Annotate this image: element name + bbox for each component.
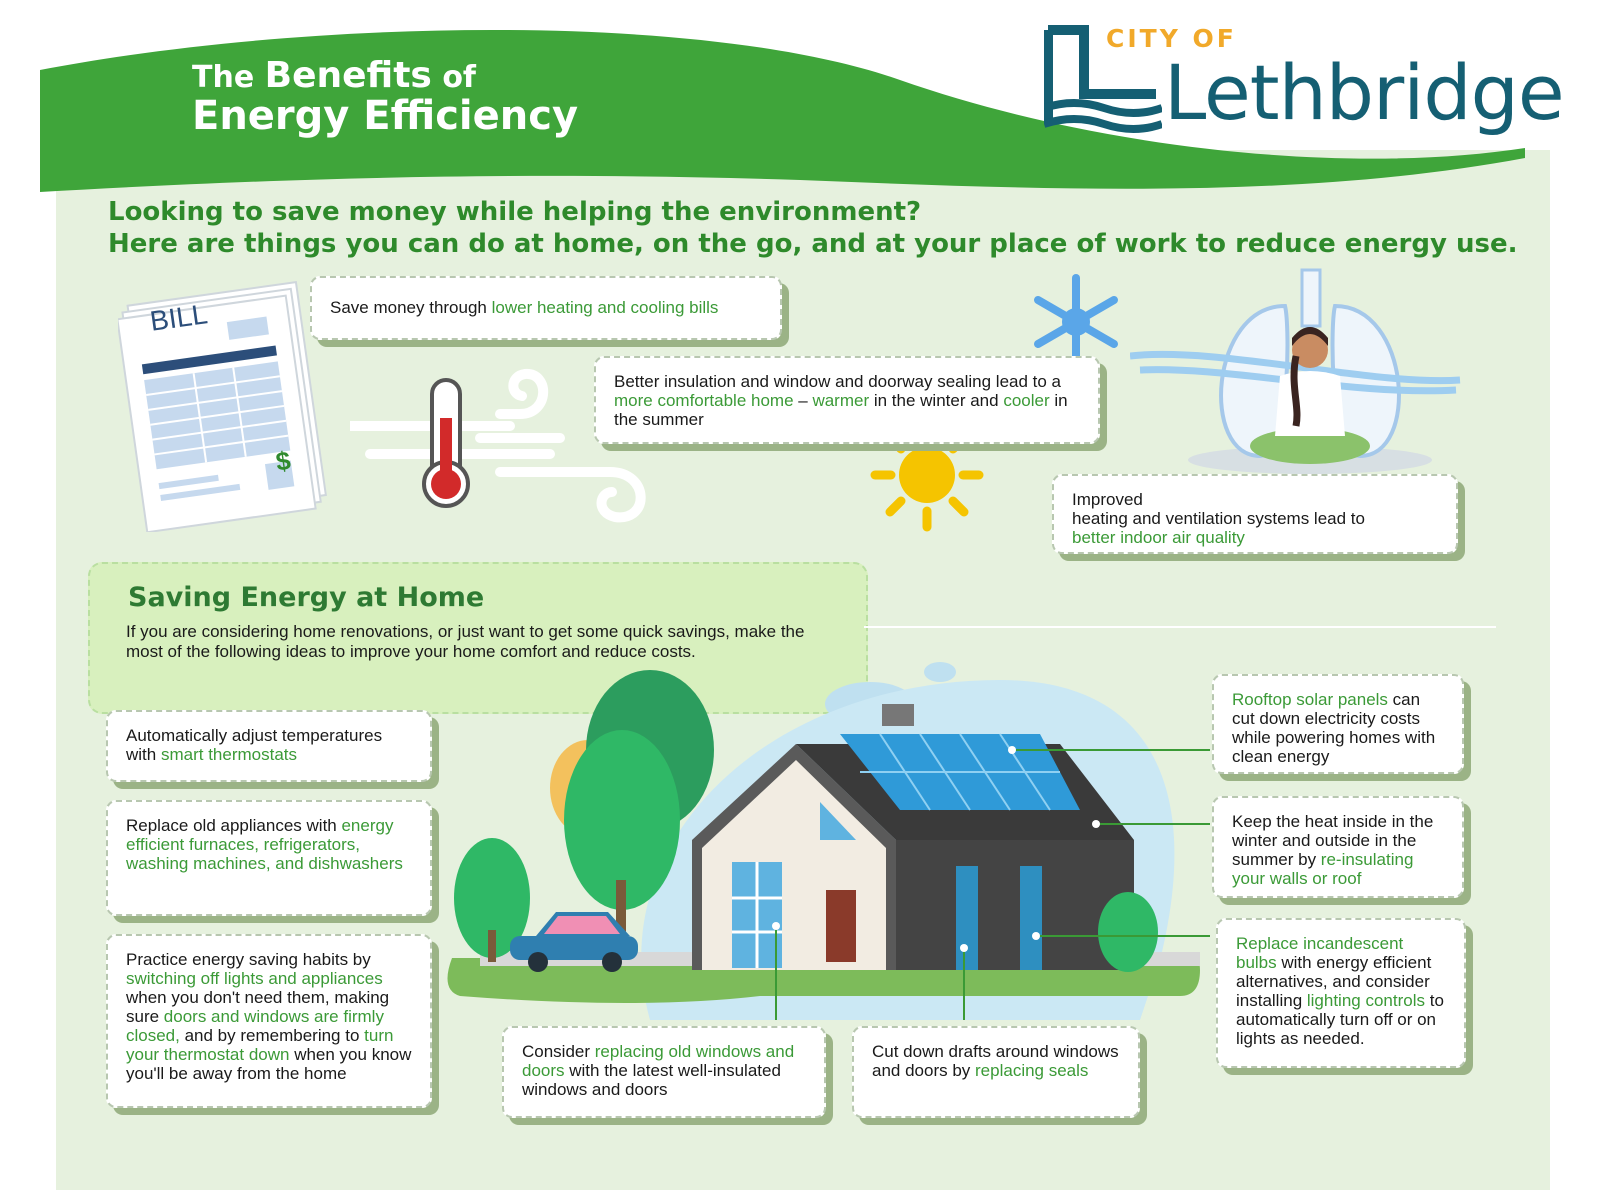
tip-card-appliances: Replace old appliances with energy efficient furnaces, refrigerators, washing machines, and dishwashers [106,800,432,916]
benefit-card-comfort: Better insulation and window and doorway sealing lead to a more comfortable home – warmer in the winter and cooler in the summer [594,356,1100,444]
tip-card-smart-thermostats: Automatically adjust temperatures with smart thermostats [106,710,432,782]
intro-heading: Looking to save money while helping the environment? Here are things you can do at home, on the go, and at your place of work to reduce energy use. [108,197,1518,259]
tip-card-solar-panels: Rooftop solar panels can cut down electricity costs while powering homes with clean energy [1212,674,1464,774]
tip-card-insulation: Keep the heat inside in the winter and outside in the summer by re-insulating your walls or roof [1212,796,1464,898]
benefit-card-air-quality: Improved heating and ventilation systems lead to better indoor air quality [1052,474,1458,554]
tip-card-habits: Practice energy saving habits by switching off lights and appliances when you don't need them, making sure doors and windows are firmly closed, and by remembering to turn your thermostat down when you know you'll be away from the home [106,934,432,1108]
home-section-description: If you are considering home renovations, or just want to get some quick savings, make the most of the following ideas to improve your home comfort and reduce costs. [126,622,805,661]
divider [864,626,1496,628]
logo-city-name: Lethbridge [1164,48,1564,137]
logo-city-of: CITY OF [1106,24,1237,53]
meditation-lungs-illustration [1130,266,1464,476]
benefit-card-money: Save money through lower heating and cooling bills [310,276,782,340]
tip-card-windows-doors: Consider replacing old windows and doors with the latest well-insulated windows and doors [502,1026,826,1118]
tip-card-drafts: Cut down drafts around windows and doors by replacing seals [852,1026,1140,1118]
city-logo [1044,20,1564,140]
tip-card-bulbs: Replace incandescent bulbs with energy efficient alternatives, and consider installing lighting controls to automatically turn off or on lights as needed. [1216,918,1466,1068]
house-scene-illustration [440,640,1210,1020]
home-section-title: Saving Energy at Home [128,582,485,613]
infographic-title: The Benefits of Energy Efficiency [192,55,579,139]
dollar-sign-icon: $ [273,445,293,477]
bill-label: BILL [148,298,210,337]
